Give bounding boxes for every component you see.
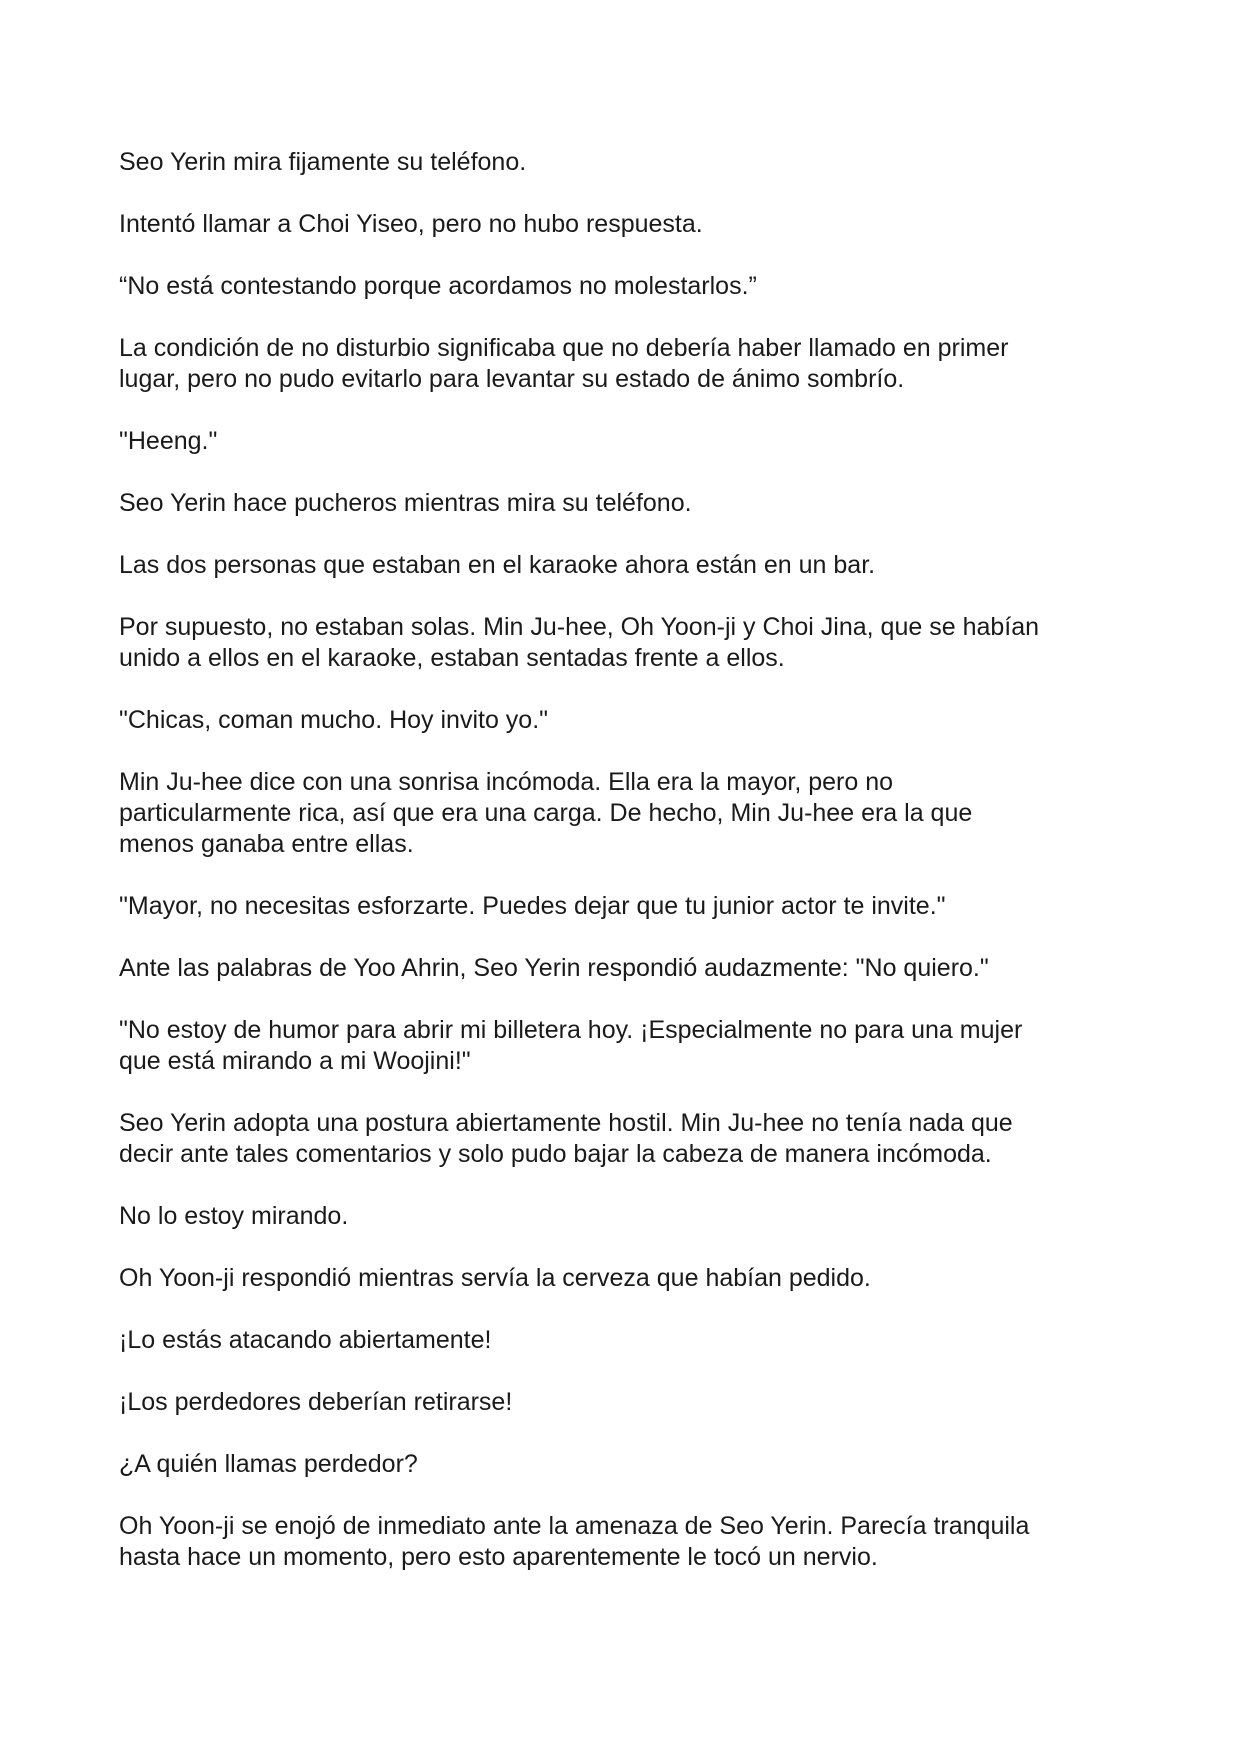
line: lugar, pero no pudo evitarlo para levantar su estado de ánimo sombrío. xyxy=(119,365,905,393)
paragraph-4 xyxy=(119,333,1129,395)
line: decir ante tales comentarios y solo pudo bajar la cabeza de manera incómoda. xyxy=(119,1140,992,1168)
paragraph-10 xyxy=(119,767,1129,860)
paragraph-2 xyxy=(119,209,1129,240)
line: Las dos personas que estaban en el karaoke ahora están en un bar. xyxy=(119,551,876,579)
line: Seo Yerin hace pucheros mientras mira su teléfono. xyxy=(119,489,692,517)
line: "Mayor, no necesitas esforzarte. Puedes dejar que tu junior actor te invite." xyxy=(119,892,946,920)
body-text xyxy=(119,147,1129,1604)
line: Intentó llamar a Choi Yiseo, pero no hubo respuesta. xyxy=(119,210,703,238)
line: Ante las palabras de Yoo Ahrin, Seo Yerin respondió audazmente: "No quiero." xyxy=(119,954,989,982)
line: "Chicas, coman mucho. Hoy invito yo." xyxy=(119,706,549,734)
line: "Heeng." xyxy=(119,427,218,455)
line: No lo estoy mirando. xyxy=(119,1202,349,1230)
paragraph-13 xyxy=(119,1015,1129,1077)
paragraph-3 xyxy=(119,271,1129,302)
line: Por supuesto, no estaban solas. Min Ju-hee, Oh Yoon-ji y Choi Jina, que se habían xyxy=(119,613,1040,641)
paragraph-9 xyxy=(119,705,1129,736)
line: hasta hace un momento, pero esto aparentemente le tocó un nervio. xyxy=(119,1543,878,1571)
line: unido a ellos en el karaoke, estaban sentadas frente a ellos. xyxy=(119,644,785,672)
line: particularmente rica, así que era una carga. De hecho, Min Ju-hee era la que xyxy=(119,799,973,827)
paragraph-18 xyxy=(119,1387,1129,1418)
paragraph-19 xyxy=(119,1449,1129,1480)
line: "No estoy de humor para abrir mi billetera hoy. ¡Especialmente no para una mujer xyxy=(119,1016,1023,1044)
paragraph-11 xyxy=(119,891,1129,922)
paragraph-1 xyxy=(119,147,1129,178)
line: Oh Yoon-ji se enojó de inmediato ante la amenaza de Seo Yerin. Parecía tranquila xyxy=(119,1512,1030,1540)
line: Seo Yerin mira fijamente su teléfono. xyxy=(119,148,527,176)
line: La condición de no disturbio significaba que no debería haber llamado en primer xyxy=(119,334,1009,362)
line: “No está contestando porque acordamos no molestarlos.” xyxy=(119,272,757,300)
line: menos ganaba entre ellas. xyxy=(119,830,414,858)
paragraph-15 xyxy=(119,1201,1129,1232)
line: Min Ju-hee dice con una sonrisa incómoda. Ella era la mayor, pero no xyxy=(119,768,894,796)
line: que está mirando a mi Woojini!" xyxy=(119,1047,471,1075)
paragraph-7 xyxy=(119,550,1129,581)
paragraph-8 xyxy=(119,612,1129,674)
paragraph-12 xyxy=(119,953,1129,984)
paragraph-5 xyxy=(119,426,1129,457)
line: Seo Yerin adopta una postura abiertamente hostil. Min Ju-hee no tenía nada que xyxy=(119,1109,1013,1137)
paragraph-6 xyxy=(119,488,1129,519)
paragraph-20 xyxy=(119,1511,1129,1573)
paragraph-16 xyxy=(119,1263,1129,1294)
line: Oh Yoon-ji respondió mientras servía la cerveza que habían pedido. xyxy=(119,1264,871,1292)
line: ¡Los perdedores deberían retirarse! xyxy=(119,1388,513,1416)
line: ¡Lo estás atacando abiertamente! xyxy=(119,1326,492,1354)
paragraph-17 xyxy=(119,1325,1129,1356)
paragraph-14 xyxy=(119,1108,1129,1170)
line: ¿A quién llamas perdedor? xyxy=(119,1450,418,1478)
